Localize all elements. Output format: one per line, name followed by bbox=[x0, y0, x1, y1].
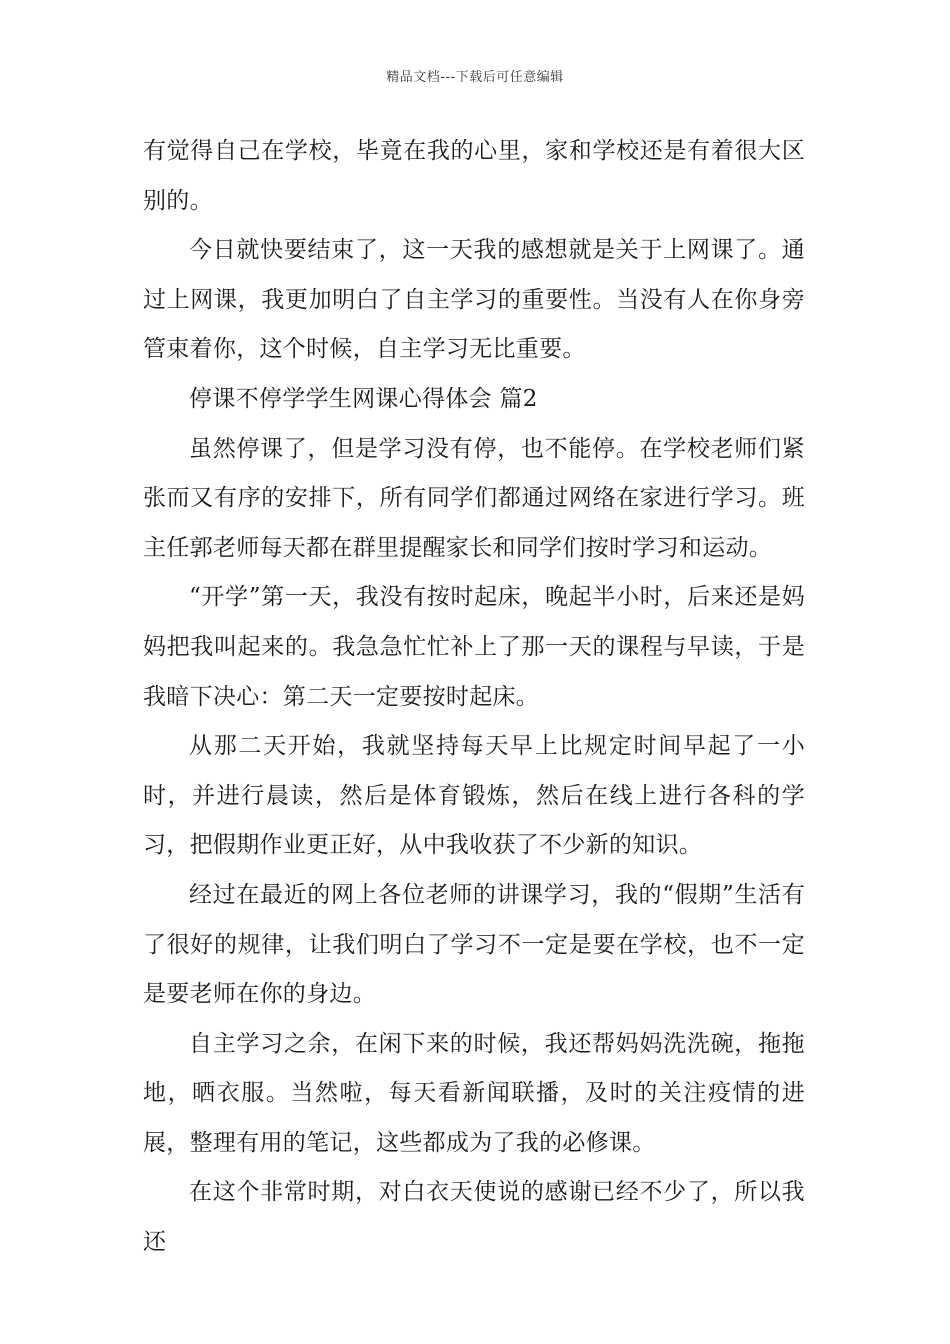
paragraph-7: 自主学习之余，在闲下来的时候，我还帮妈妈洗洗碗，拖拖地，晒衣服。当然啦，每天看新闻联播，及时的关注疫情的进展，整理有用的笔记，这些都成为了我的必修课。 bbox=[143, 1030, 805, 1156]
paragraph-5: 从那二天开始，我就坚持每天早上比规定时间早起了一小时，并进行晨读，然后是体育锻炼，然后在线上进行各科的学习，把假期作业更正好，从中我收获了不少新的知识。 bbox=[143, 733, 805, 859]
paragraph-3: 虽然停课了，但是学习没有停，也不能停。在学校老师们紧张而又有序的安排下，所有同学们都通过网络在家进行学习。班主任郭老师每天都在群里提醒家长和同学们按时学习和运动。 bbox=[143, 435, 805, 561]
page-header: 精品文档---下载后可任意编辑 bbox=[386, 70, 564, 85]
paragraph-2: 今日就快要结束了，这一天我的感想就是关于上网课了。通过上网课，我更加明白了自主学习的重要性。当没有人在你身旁管束着你，这个时候，自主学习无比重要。 bbox=[143, 237, 805, 363]
paragraph-6: 经过在最近的网上各位老师的讲课学习，我的“假期”生活有了很好的规律，让我们明白了学习不一定是要在学校，也不一定是要老师在你的身边。 bbox=[143, 881, 805, 1008]
document-body bbox=[143, 127, 805, 1268]
paragraph-8: 在这个非常时期，对白衣天使说的感谢已经不少了，所以我还 bbox=[143, 1179, 805, 1256]
paragraph-4: “开学”第一天，我没有按时起床，晚起半小时，后来还是妈妈把我叫起来的。我急急忙忙补上了那一天的课程与早读，于是我暗下决心：第二天一定要按时起床。 bbox=[143, 584, 805, 710]
paragraph-1: 有觉得自己在学校，毕竟在我的心里，家和学校还是有着很大区别的。 bbox=[143, 138, 805, 214]
section-heading: 停课不停学学生网课心得体会 篇2 bbox=[189, 385, 538, 412]
